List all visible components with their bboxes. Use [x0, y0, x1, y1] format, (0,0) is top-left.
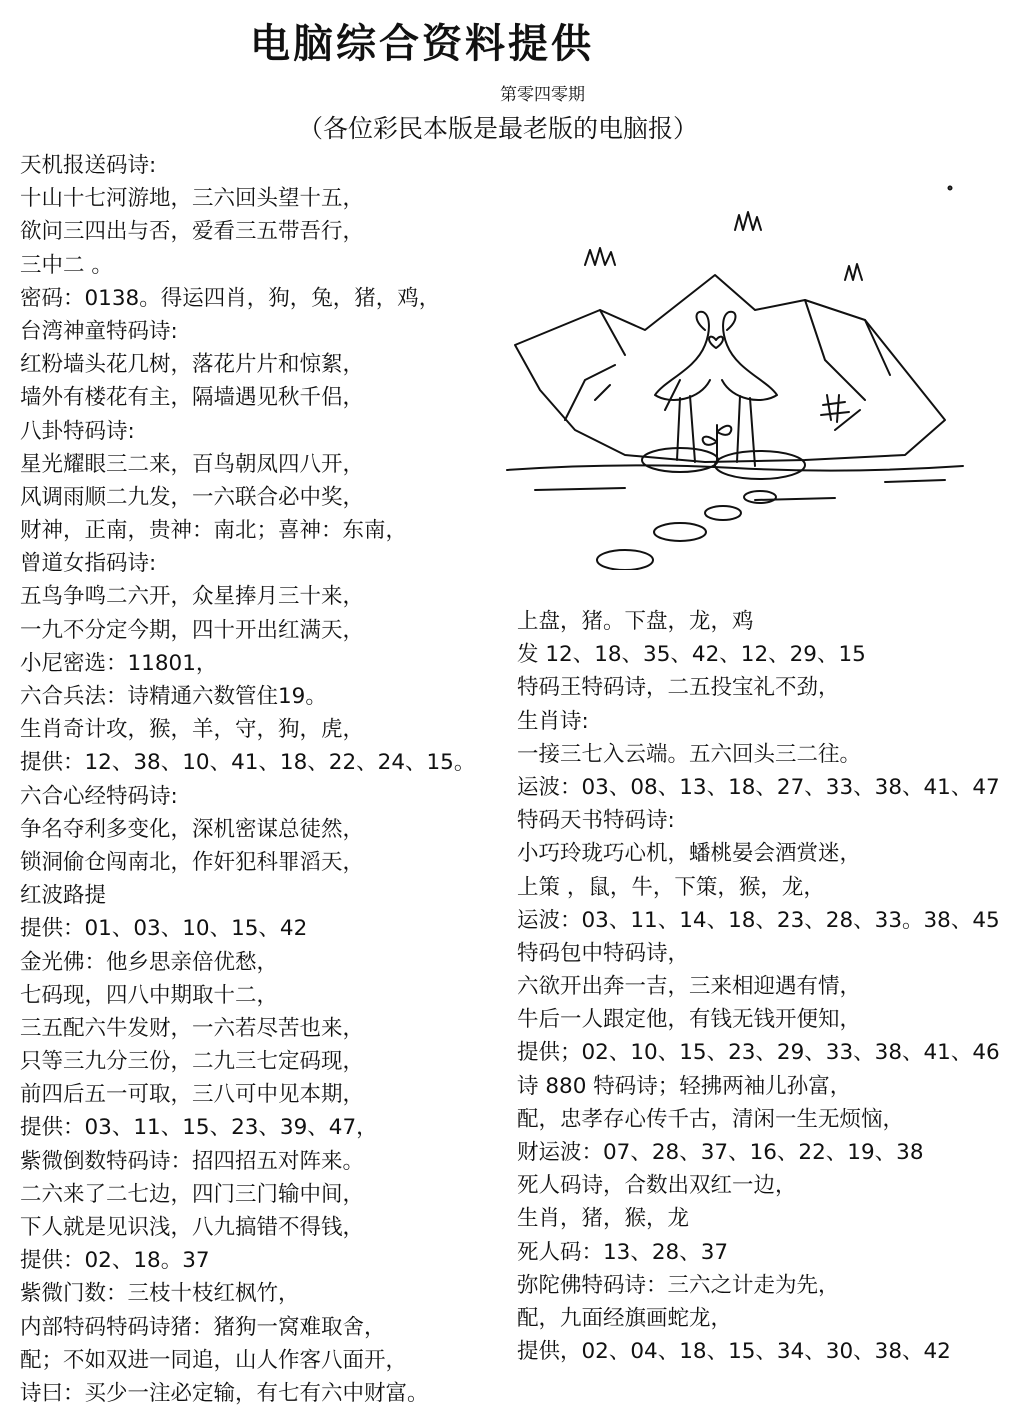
- text-line: 内部特码特码诗猪：猪狗一窝难取舍，: [20, 1314, 386, 1340]
- text-line: 争名夺利多变化，深机密谋总徒然，: [20, 816, 365, 842]
- text-line: 运波：03、08、13、18、27、33、38、41、47: [517, 774, 1000, 800]
- text-line: 风调雨顺二九发，一六联合必中奖，: [20, 484, 365, 510]
- page-title: 电脑综合资料提供: [250, 21, 594, 67]
- text-line: 财运波：07、28、37、16、22、19、38: [517, 1140, 924, 1165]
- text-line: 生肖诗:: [517, 708, 589, 734]
- text-line: 特码天书特码诗:: [517, 808, 675, 834]
- text-line: 三中二 。: [20, 252, 113, 278]
- text-line: 死人码诗，合数出双红一边，: [517, 1173, 797, 1199]
- text-line: 提供：02、18。37: [20, 1248, 210, 1274]
- text-line: 六合心经特码诗:: [20, 783, 178, 809]
- text-line: 诗 880 特码诗；轻拂两袖儿孙富，: [517, 1073, 852, 1099]
- text-line: 红波路提: [20, 883, 107, 909]
- text-line: 一接三七入云端。五六回头三二往。: [517, 741, 862, 767]
- left-column: [20, 149, 500, 1410]
- text-line: 弥陀佛特码诗：三六之计走为先，: [517, 1272, 840, 1298]
- text-line: 特码包中特码诗，: [517, 940, 690, 966]
- text-line: 发 12、18、35、42、12、29、15: [517, 642, 866, 668]
- text-line: 提供：01、03、10、15、42: [20, 916, 308, 942]
- text-line: 密码：0138。得运四肖，狗，兔，猪，鸡，: [20, 285, 441, 311]
- text-line: 紫微倒数特码诗：招四招五对阵来。: [20, 1148, 365, 1174]
- text-line: 上盘，猪。下盘，龙，鸡: [517, 609, 754, 634]
- text-line: 诗曰：买少一注必定输，有七有六中财富。: [20, 1380, 429, 1406]
- text-line: 台湾神童特码诗:: [20, 318, 178, 344]
- text-line: 提供，02、04、18、15、34、30、38、42: [517, 1339, 951, 1365]
- text-line: 运波：03、11、14、18、23、28、33。38、45: [517, 907, 1000, 933]
- text-line: 八卦特码诗:: [20, 418, 135, 444]
- right-column: [517, 605, 1007, 1368]
- text-line: 六合兵法：诗精通六数管住19。: [20, 684, 327, 709]
- text-line: 六欲开出奔一吉，三来相迎遇有情，: [517, 974, 862, 1000]
- text-line: 锁洞偷仓闯南北，作奸犯科罪滔天，: [20, 849, 365, 875]
- text-line: 上策 ，鼠，牛，下策，猴，龙，: [517, 874, 825, 900]
- text-line: 生肖奇计攻，猴，羊，守，狗，虎，: [20, 717, 365, 743]
- text-line: 生肖，猪，猴，龙: [517, 1206, 690, 1232]
- text-line: 星光耀眼三二来，百鸟朝凤四八开，: [20, 451, 365, 477]
- text-line: 前四后五一可取，三八可中见本期，: [20, 1082, 365, 1108]
- text-line: 墙外有楼花有主，隔墙遇见秋千侣，: [20, 385, 365, 411]
- text-line: 配；不如双进一同追，山人作客八面开，: [20, 1347, 408, 1373]
- text-line: 小尼密选：11801，: [20, 650, 218, 676]
- text-line: 天机报送码诗:: [20, 153, 157, 178]
- text-line: 小巧玲珑巧心机，蟠桃晏会酒赏迷，: [517, 841, 862, 867]
- text-line: 死人码：13、28、37: [517, 1239, 729, 1265]
- flamingo-pair-rock-illustration-icon: [505, 170, 965, 570]
- text-line: 红粉墙头花几树，落花片片和惊絮，: [20, 352, 365, 378]
- text-line: 特码王特码诗，二五投宝礼不劲，: [517, 675, 840, 701]
- text-line: 配，九面经旗画蛇龙，: [517, 1305, 733, 1331]
- text-line: 五鸟争鸣二六开，众星捧月三十来，: [20, 584, 365, 610]
- text-line: 十山十七河游地，三六回头望十五，: [20, 186, 365, 212]
- text-line: 三五配六牛发财，一六若尽苦也来，: [20, 1015, 365, 1041]
- subtitle: （各位彩民本版是最老版的电脑报）: [298, 114, 699, 143]
- text-line: 提供：12、38、10、41、18、22、24、15。: [20, 750, 476, 776]
- text-line: 曾道女指码诗:: [20, 551, 157, 577]
- text-line: 紫微门数：三枝十枝红枫竹，: [20, 1281, 300, 1307]
- text-line: 提供；02、10、15、23、29、33、38、41、46: [517, 1040, 1000, 1066]
- text-line: 牛后一人跟定他，有钱无钱开便知，: [517, 1007, 862, 1033]
- text-line: 只等三九分三份，二九三七定码现，: [20, 1049, 365, 1075]
- issue-number: 第零四零期: [500, 85, 585, 105]
- text-line: 欲问三四出与否，爱看三五带吾行，: [20, 219, 365, 245]
- text-line: 二六来了二七边，四门三门输中间，: [20, 1181, 365, 1207]
- text-line: 财神，正南，贵神：南北；喜神：东南，: [20, 518, 408, 544]
- text-line: 金光佛：他乡思亲倍优愁，: [20, 949, 279, 975]
- text-line: 下人就是见识浅，八九搞错不得钱，: [20, 1215, 365, 1240]
- text-line: 配，忠孝存心传千古，清闲一生无烦恼，: [517, 1106, 905, 1132]
- text-line: 七码现，四八中期取十二，: [20, 982, 279, 1008]
- text-line: 一九不分定今期，四十开出红满天，: [20, 617, 365, 643]
- text-line: 提供：03、11、15、23、39、47，: [20, 1115, 378, 1141]
